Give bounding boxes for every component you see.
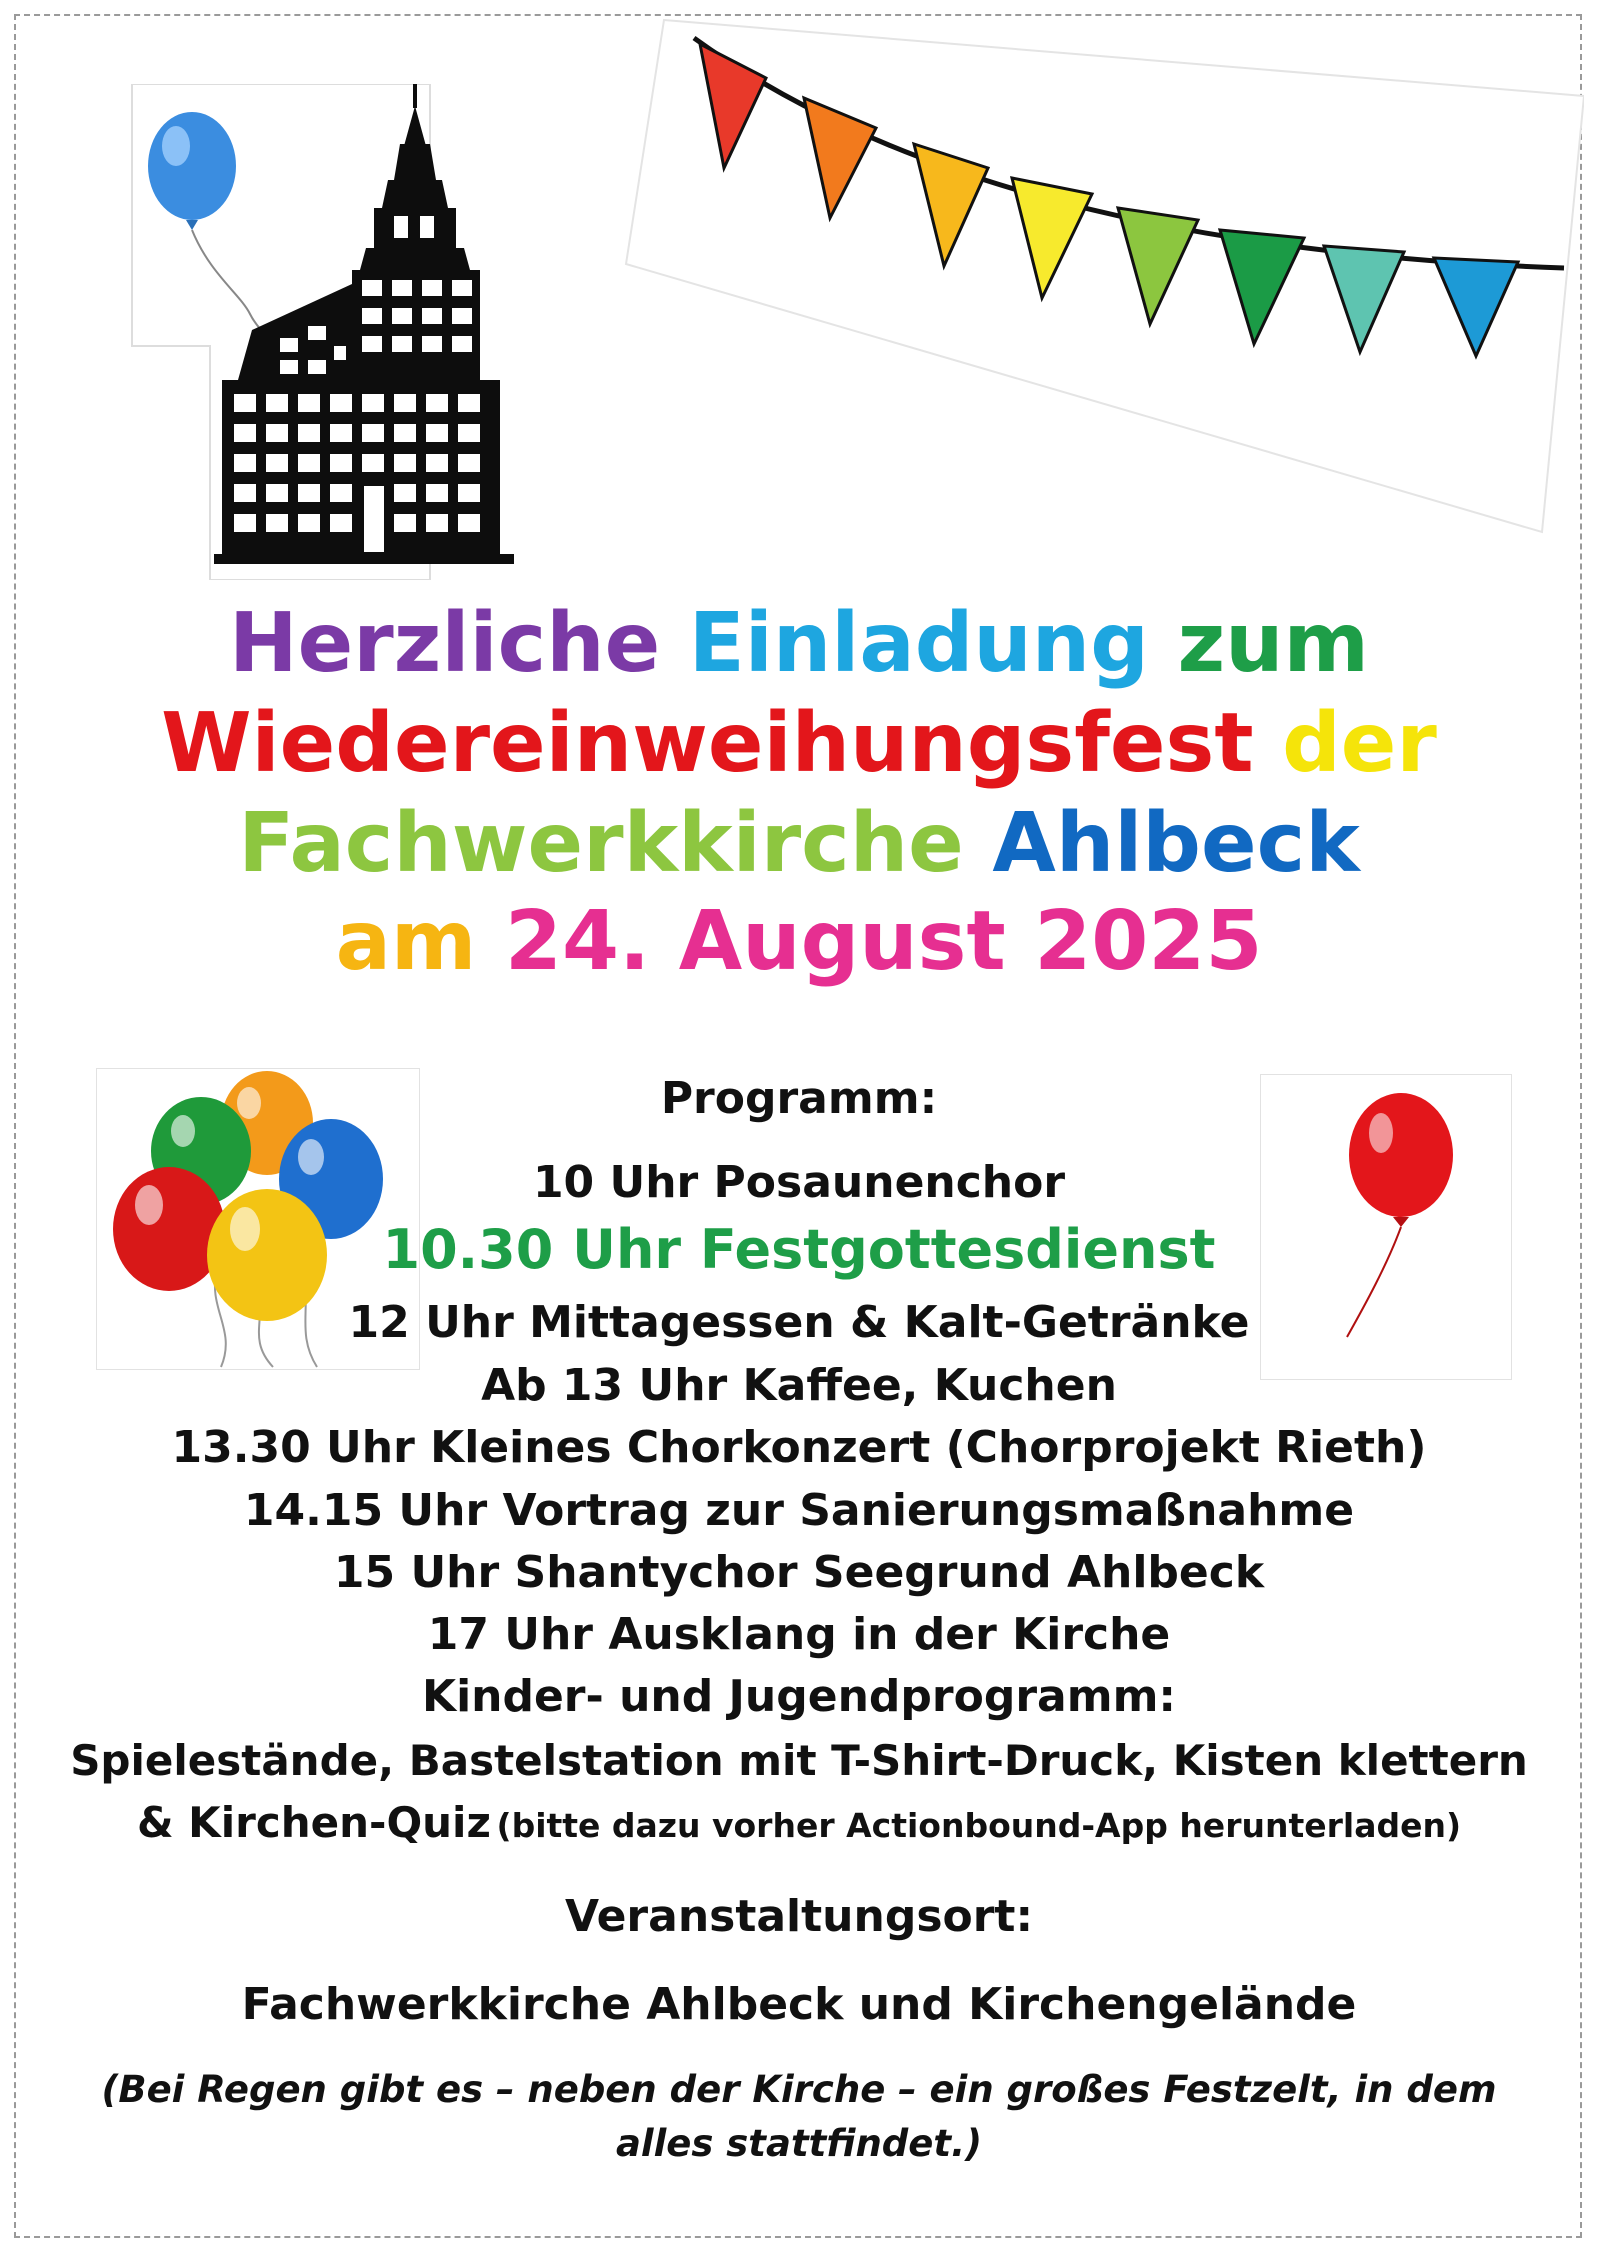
program-heading: Programm:: [660, 1073, 938, 1124]
program-item-10: Spielestände, Bastelstation mit T-Shirt-Druck, Kisten klettern: [70, 1736, 1528, 1785]
program-item-3: 12 Uhr Mittagessen & Kalt-Getränke: [348, 1297, 1250, 1348]
program-item-5: 13.30 Uhr Kleines Chorkonzert (Chorprojekt Rieth): [171, 1422, 1427, 1473]
headline-word-der: der: [1282, 696, 1437, 791]
program-item-11: [0, 1792, 1598, 1863]
actionbound-note: (bitte dazu vorher Actionbound-App herunterladen): [496, 1806, 1462, 1845]
program-item-9: Kinder- und Jugendprogramm:: [421, 1671, 1177, 1722]
bunting-image: [624, 18, 1584, 534]
program-item-7: 15 Uhr Shantychor Seegrund Ahlbeck: [333, 1547, 1265, 1598]
headline-line-2: [0, 694, 1598, 794]
headline-word-am: am: [335, 894, 477, 989]
headline-word-fachwerkkirche: Fachwerkkirche: [238, 796, 964, 891]
program-item-2: 10.30 Uhr Festgottesdienst: [382, 1218, 1216, 1281]
headline-word-wiedereinweihungsfest: Wiedereinweihungsfest: [161, 696, 1254, 791]
venue-heading: Veranstaltungsort:: [564, 1891, 1034, 1942]
headline-word-herzliche: Herzliche: [229, 596, 661, 691]
headline-date: 24. August 2025: [504, 894, 1263, 989]
headline-line-4: [0, 892, 1598, 992]
headline-line-1: [0, 594, 1598, 694]
venue-place: Fachwerkkirche Ahlbeck und Kirchengelände: [241, 1979, 1357, 2030]
headline-line-3: [0, 794, 1598, 894]
program-item-8: 17 Uhr Ausklang in der Kirche: [427, 1609, 1171, 1660]
rain-note-line-2: alles stattfindet.): [615, 2122, 983, 2165]
headline-word-einladung: Einladung: [688, 596, 1149, 691]
program-item-4: Ab 13 Uhr Kaffee, Kuchen: [481, 1360, 1117, 1411]
headline-word-ahlbeck: Ahlbeck: [992, 796, 1360, 891]
church-image: [130, 84, 562, 580]
kirchen-quiz-label: & Kirchen-Quiz: [136, 1798, 491, 1847]
program-item-6: 14.15 Uhr Vortrag zur Sanierungsmaßnahme: [243, 1485, 1355, 1536]
program-item-1: 10 Uhr Posaunenchor: [532, 1157, 1066, 1208]
headline-word-zum: zum: [1177, 596, 1369, 691]
rain-note-line-1: (Bei Regen gibt es – neben der Kirche – ein großes Festzelt, in dem: [101, 2068, 1497, 2111]
